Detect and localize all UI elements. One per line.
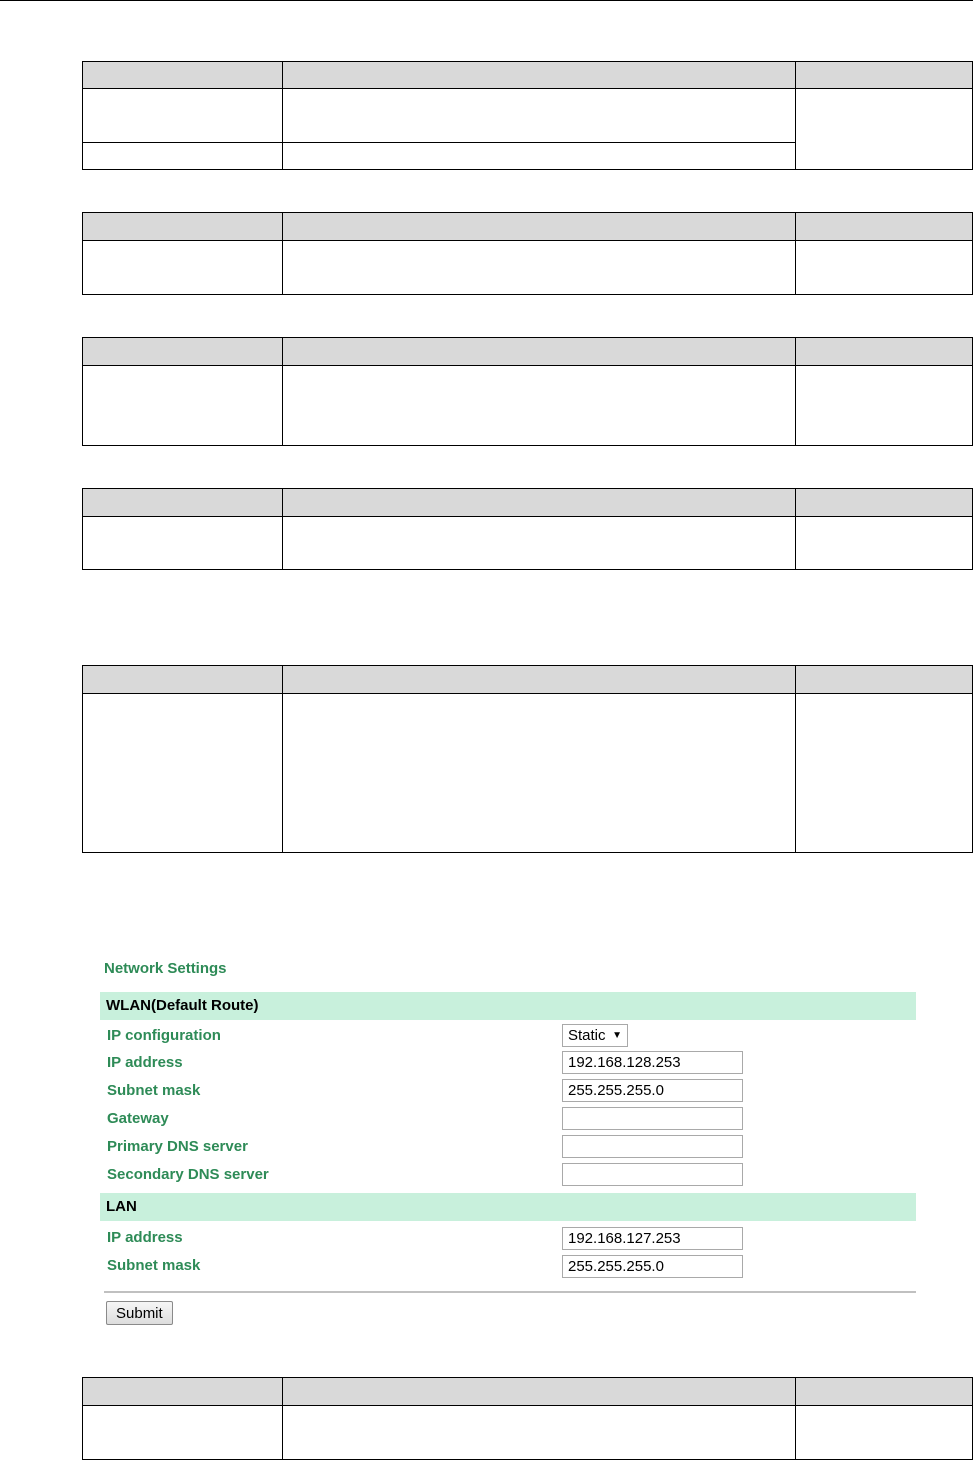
table-row (83, 240, 972, 294)
table-row (83, 1405, 972, 1459)
doc-table-6 (82, 1377, 973, 1460)
table-header-row (83, 338, 972, 365)
wlan-subnet-mask-input[interactable] (562, 1079, 743, 1102)
ip-configuration-value: Static (568, 1027, 606, 1044)
secondary-dns-label: Secondary DNS server (107, 1166, 269, 1183)
gateway-input[interactable] (562, 1107, 743, 1130)
table-row (83, 693, 972, 852)
wlan-subnet-mask-label: Subnet mask (107, 1082, 201, 1099)
lan-ip-address-input[interactable] (562, 1227, 743, 1250)
ip-configuration-select[interactable] (562, 1024, 628, 1047)
page-title: Network Settings (104, 960, 227, 977)
table-header-row (83, 489, 972, 516)
chevron-down-icon: ▼ (612, 1030, 622, 1041)
primary-dns-input[interactable] (562, 1135, 743, 1158)
wlan-ip-address-input[interactable] (562, 1051, 743, 1074)
doc-table-5 (82, 665, 973, 853)
page-top-rule (0, 0, 973, 1)
doc-table-3 (82, 337, 973, 446)
table-row (83, 516, 972, 569)
wlan-ip-address-label: IP address (107, 1054, 183, 1071)
wlan-section-header: WLAN(Default Route) (100, 992, 916, 1020)
lan-subnet-mask-input[interactable] (562, 1255, 743, 1278)
ip-configuration-label: IP configuration (107, 1027, 221, 1044)
doc-table-2 (82, 212, 973, 295)
table-header-row (83, 62, 972, 89)
doc-table-1 (82, 61, 973, 170)
doc-table-4 (82, 488, 973, 570)
lan-section-header: LAN (100, 1193, 916, 1221)
secondary-dns-input[interactable] (562, 1163, 743, 1186)
table-header-row (83, 1378, 972, 1405)
table-header-row (83, 213, 972, 240)
lan-ip-address-label: IP address (107, 1229, 183, 1246)
primary-dns-label: Primary DNS server (107, 1138, 248, 1155)
gateway-label: Gateway (107, 1110, 169, 1127)
table-row (83, 365, 972, 445)
lan-subnet-mask-label: Subnet mask (107, 1257, 201, 1274)
submit-button[interactable]: Submit (106, 1301, 173, 1325)
form-divider (104, 1291, 916, 1293)
table-header-row (83, 666, 972, 693)
